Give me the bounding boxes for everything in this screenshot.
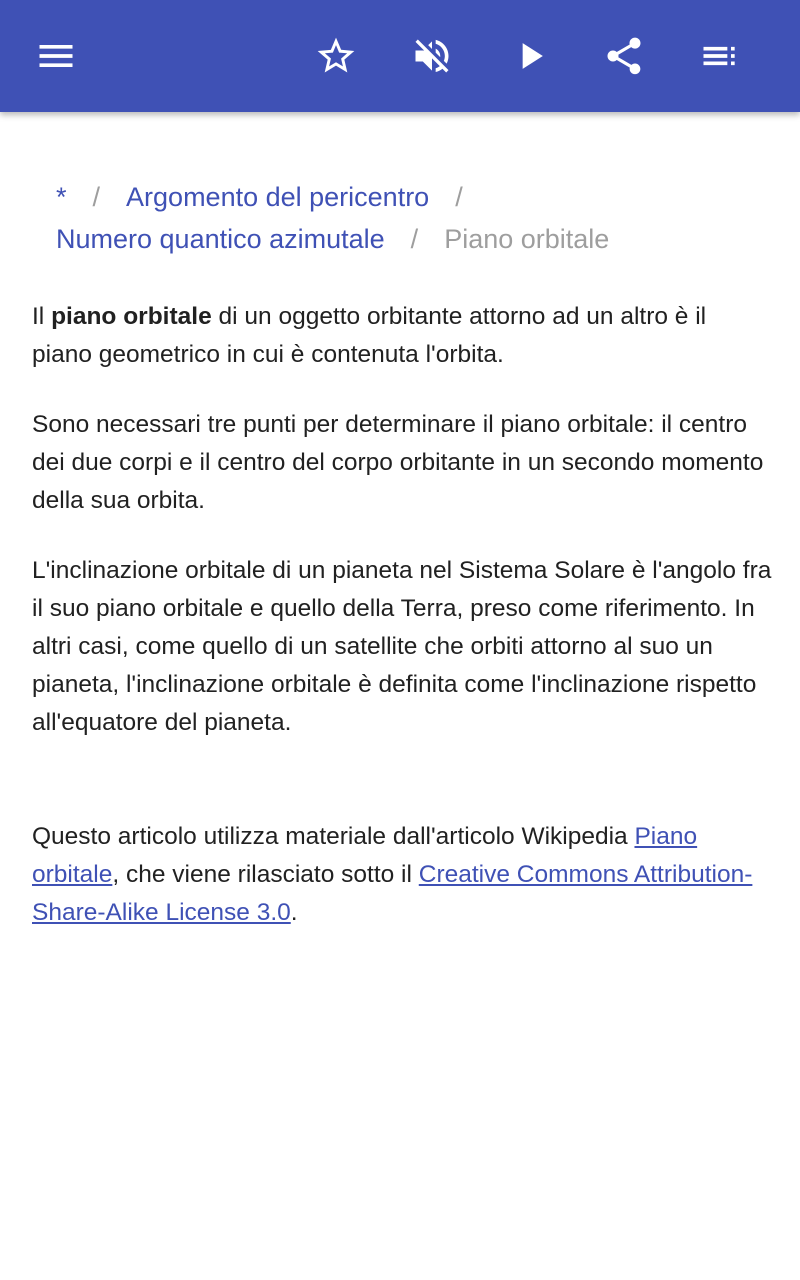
- table-of-contents-button[interactable]: [688, 24, 752, 88]
- play-button[interactable]: [498, 24, 562, 88]
- breadcrumb: [56, 176, 756, 260]
- share-icon: [602, 34, 646, 78]
- attribution-text: .: [290, 899, 298, 926]
- paragraph-intro: [32, 298, 772, 374]
- mute-button[interactable]: [400, 24, 464, 88]
- menu-button[interactable]: [24, 24, 88, 88]
- article-term: piano orbitale: [51, 303, 212, 330]
- paragraph-points: Sono necessari tre punti per determinare il piano orbitale: il centro dei due corpi e il centro del corpo orbitante in un secondo momento della sua orbita.: [32, 411, 764, 514]
- app-toolbar: [0, 0, 800, 112]
- paragraph-inclination: L'inclinazione orbitale di un pianeta nel Sistema Solare è l'angolo fra il suo piano orbitale e quello della Terra, preso come riferimento. In altri casi, come quello di un satellite che orbiti attorno al suo un pianeta, l'inclinazione orbitale è definita come l'inclinazione rispetto all'equatore del pianeta.: [32, 557, 772, 736]
- paragraph-text: di un oggetto orbitante attorno ad un altro è il piano geometrico in cui è contenuta l'orbita.: [32, 303, 707, 368]
- list-icon: [698, 34, 742, 78]
- breadcrumb-link-numero-quantico-azimutale[interactable]: Numero quantico azimutale: [56, 224, 385, 254]
- menu-icon: [34, 34, 78, 78]
- play-icon: [508, 34, 552, 78]
- breadcrumb-separator: /: [92, 182, 101, 212]
- wikipedia-article-link[interactable]: Piano orbitale: [32, 823, 698, 888]
- breadcrumb-link-home[interactable]: *: [56, 182, 67, 212]
- license-link[interactable]: Creative Commons Attribution-Share-Alike License 3.0: [32, 861, 753, 926]
- volume-off-icon: [410, 34, 454, 78]
- article-body: [32, 298, 772, 964]
- share-button[interactable]: [592, 24, 656, 88]
- breadcrumb-separator: /: [410, 224, 419, 254]
- star-outline-icon: [314, 34, 358, 78]
- attribution-text: Questo articolo utilizza materiale dall'articolo Wikipedia: [32, 823, 635, 850]
- attribution: [32, 818, 772, 932]
- breadcrumb-current: Piano orbitale: [444, 224, 610, 254]
- breadcrumb-separator: /: [455, 182, 463, 212]
- paragraph-text: Il: [32, 303, 52, 330]
- breadcrumb-link-argomento-del-pericentro[interactable]: Argomento del pericentro: [126, 182, 430, 212]
- attribution-text: , che viene rilasciato sotto il: [112, 861, 419, 888]
- bookmark-button[interactable]: [304, 24, 368, 88]
